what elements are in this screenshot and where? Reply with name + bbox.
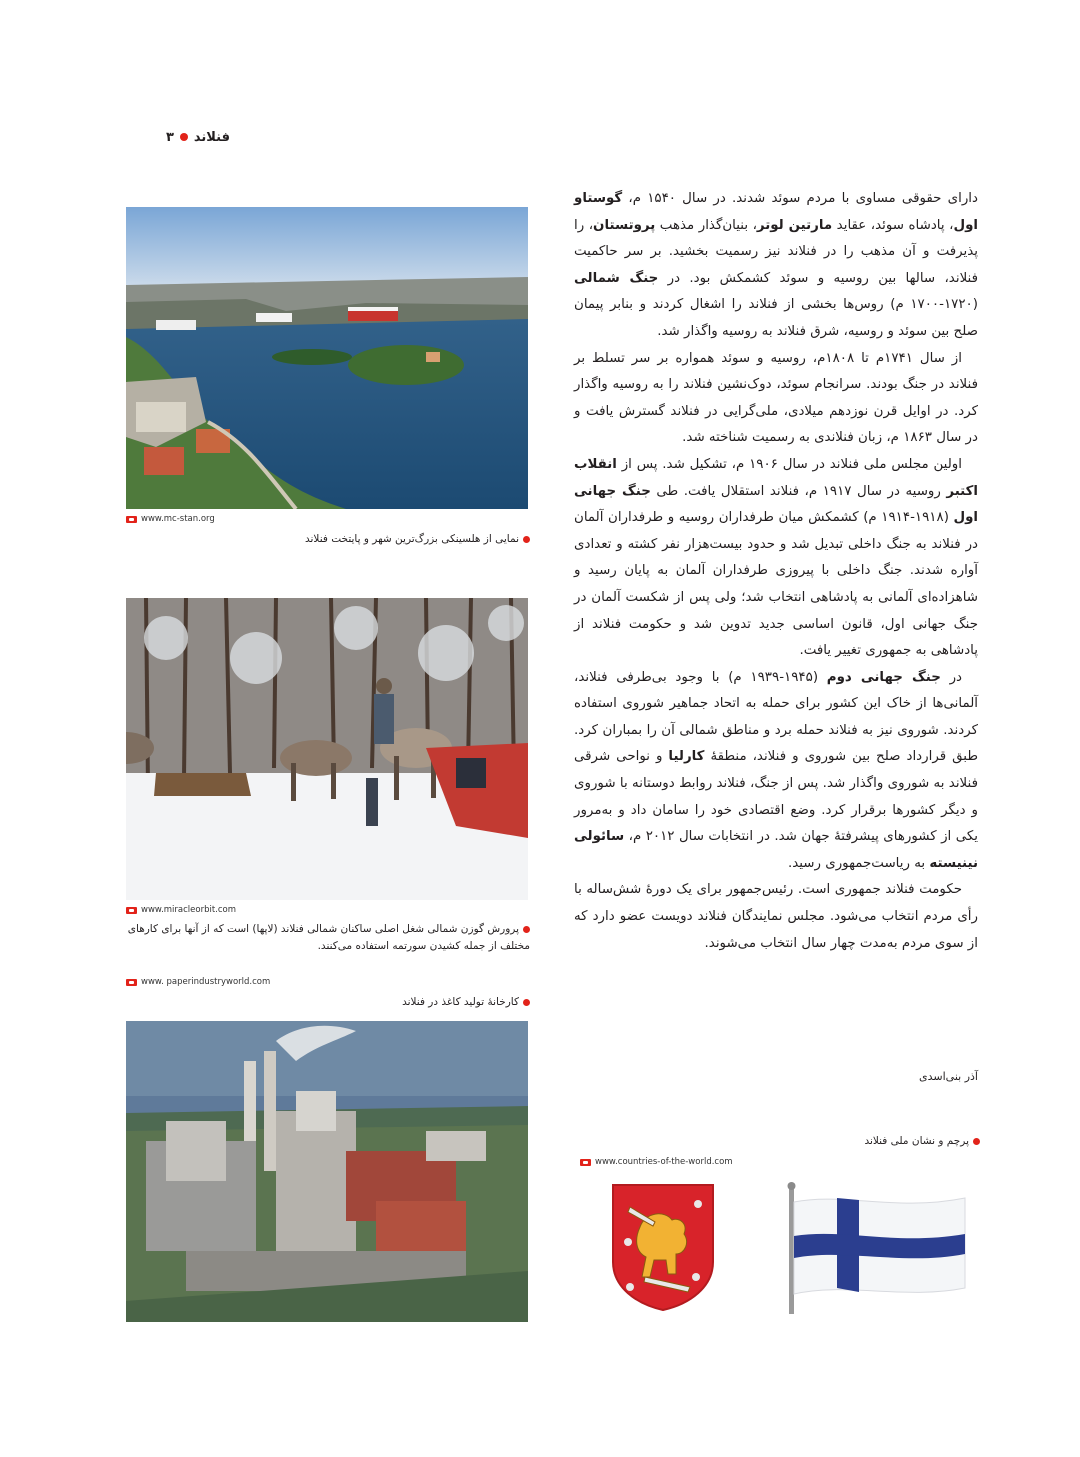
bold-term: کارلیا [668,749,705,765]
helsinki-credit: www.mc-stan.org [126,514,215,524]
bullet-icon [523,999,530,1006]
credit-icon [126,516,137,523]
text-run: (۱۹۱۸-۱۹۱۴ م) کشمکش میان طرفداران روسیه و طرفداران آلمان در فنلاند به جنگ داخلی تبدیل شد و حدود بیست‌هزار نفر کشته و تعدادی آواره شدند. جنگ داخلی با پیروزی طرفداران آلمان به پایان رسید و شاهزاده‌ای آلمانی به پادشاهی انتخاب شد؛ ولی پس از شکست آلمان در جنگ جهانی اول، قانون اساسی جدید تدوین شد و حکومت فنلاند از پادشاهی به جمهوری تغییر یافت. [574,510,978,659]
article-paragraph [574,346,978,452]
text-run: اولین مجلس ملی فنلاند در سال ۱۹۰۶ م، تشکیل شد. پس از [616,456,962,472]
article-paragraph [574,877,978,957]
credit-icon [126,979,137,986]
paper-mill-credit: www. paperindustryworld.com [126,977,270,987]
finland-flag-icon [785,1182,970,1314]
flag-credit: www.countries-of-the-world.com [580,1157,733,1167]
bullet-icon [523,926,530,933]
flag-caption: پرچم و نشان ملی فنلاند [800,1133,980,1150]
bold-term: جنگ شمالی [574,270,659,286]
article-paragraph [574,452,978,665]
red-dot-icon [180,133,188,141]
credit-icon [580,1159,591,1166]
credit-icon [126,907,137,914]
text-run: از سال ۱۷۴۱م تا ۱۸۰۸م، روسیه و سوئد همواره بر سر تسلط بر فنلاند در جنگ بودند. سرانجام سوئد، دوک‌نشین فنلاند را به روسیه واگذار کرد. در اوایل قرن نوزدهم میلادی، ملی‌گرایی در فنلاند گسترش یافت و در سال ۱۸۶۳ م، زبان فنلاندی به رسمیت شناخته شد. [574,350,978,446]
text-run: روسیه در سال ۱۹۱۷ م، فنلاند استقلال یافت. طی [650,483,947,499]
text-run: ، را پذیرفت و آن مذهب را در فنلاند نیز رسمیت بخشید. بر سر حاکمیت فنلاند، سالها بین روسیه و سوئد کشمکش بود. در [574,217,978,286]
text-run: ، پادشاه سوئد، عقاید [832,217,954,233]
reindeer-caption: پرورش گوزن شمالی شغل اصلی ساکنان شمالی فنلاند (لاپها) است که از آنها برای کارهای مختلف از جمله کشیدن سورتمه استفاده می‌کنند. [127,923,530,952]
bullet-icon [523,536,530,543]
text-run: در [940,669,963,685]
bold-term: گوستاو اول [574,191,979,233]
reindeer-photo [126,598,528,900]
bold-term: انقلاب اکتبر [574,456,979,499]
helsinki-photo [126,207,528,509]
text-run: حکومت فنلاند جمهوری است. رئیس‌جمهور برای یک دورهٔ شش‌ساله با رأی مردم انتخاب می‌شود. مجلس نمایندگان فنلاند دویست عضو دارد که از سوی مردم به‌مدت چهار سال انتخاب می‌شوند. [574,882,978,951]
bullet-icon [973,1138,980,1145]
paper-mill-caption: کارخانهٔ تولید کاغذ در فنلاند [330,994,530,1011]
text-run: (۱۷۲۰-۱۷۰۰ م) روس‌ها بخشی از فنلاند را اشغال کردند و بنابر پیمان صلح بین سوئد و روسیه، شرق فنلاند به روسیه واگذار شد. [574,297,978,339]
helsinki-caption: نمایی از هلسینکی بزرگ‌ترین شهر و پایتخت فنلاند [230,531,530,548]
bold-term: سائولی نینیسته [574,829,978,871]
article-paragraph [574,186,978,346]
article-body [574,186,978,957]
text-run: ، بنیان‌گذار مذهب [655,217,757,233]
bold-term: پروتستان [593,217,656,233]
page-number: ۳ [165,129,174,145]
coat-of-arms-icon [610,1182,716,1312]
reindeer-credit: www.miracleorbit.com [126,905,236,915]
bold-term: جنگ جهانی اول [574,483,979,526]
text-run: دارای حقوقی مساوی با مردم سوئد شدند. در سال ۱۵۴۰ م، [622,191,978,206]
section-title: فنلاند [193,129,230,145]
bold-term: مارتین لوتر [756,217,833,233]
article-paragraph [574,665,978,878]
text-run: به ریاست‌جمهوری رسید. [787,855,930,871]
text-run: و نواحی شرقی فنلاند به شوروی واگذار شد. پس از جنگ، فنلاند روابط دوستانه با شوروی و دیگر کشورها برقرار کرد. وضع اقتصادی خود را سامان داد و به‌مرور یکی از کشورهای پیشرفتهٔ جهان شد. در انتخابات سال ۲۰۱۲ م، [574,749,978,845]
bold-term: جنگ جهانی دوم [826,669,941,685]
paper-mill-photo [126,1021,528,1322]
author-name: آذر بنی‌اسدی [919,1070,978,1083]
text-run: (۱۹۴۵-۱۹۳۹ م) با وجود بی‌طرفی فنلاند، آلمانی‌ها از خاک این کشور برای حمله به اتحاد جماهیر شوروی استفاده کردند. شوروی نیز به فنلاند حمله برد و مناطق شمالی آن را بمباران کرد. طبق قرارداد صلح بین شوروی و فنلاند، منطقهٔ [574,669,978,765]
page-header [120,126,230,148]
